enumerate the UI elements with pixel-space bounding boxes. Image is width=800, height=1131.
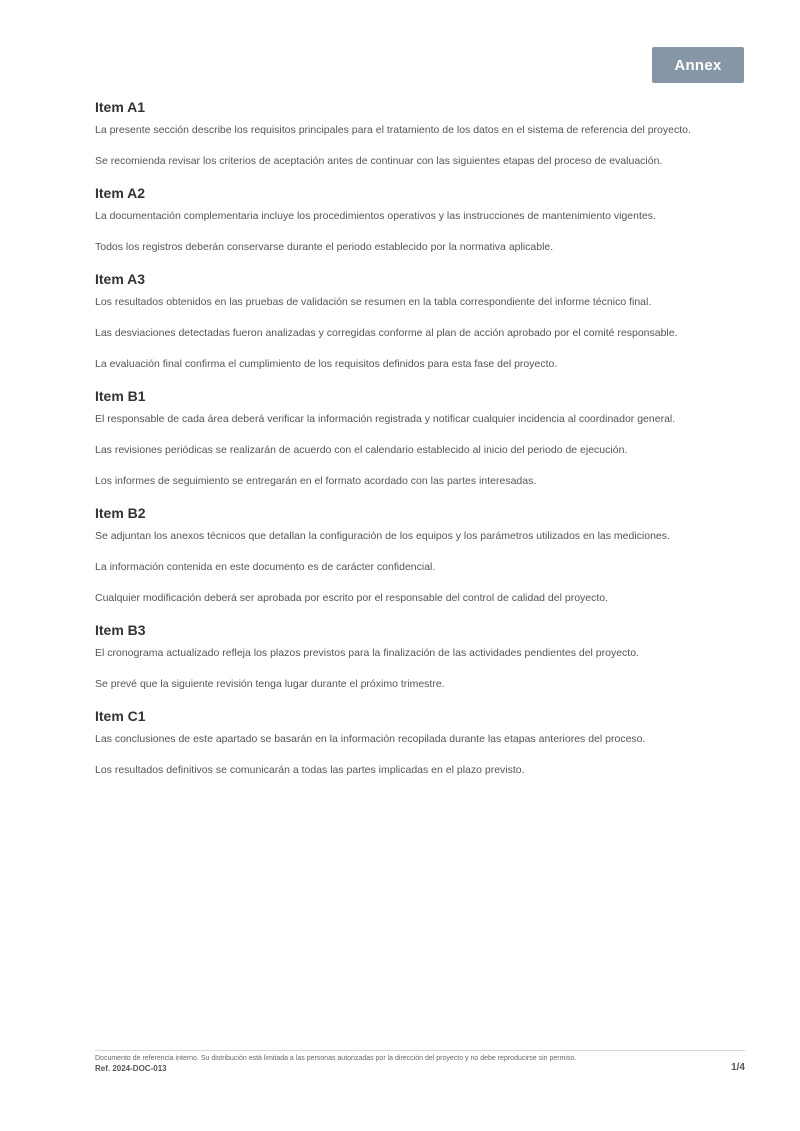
paragraph: Las revisiones periódicas se realizarán de acuerdo con el calendario establecido al inicio del periodo de ejecución. <box>95 444 628 456</box>
section-title: Item A3 <box>95 271 146 287</box>
page-number: 1/4 <box>731 1062 745 1073</box>
document-body <box>95 98 745 793</box>
section-title: Item B2 <box>95 505 146 521</box>
paragraph: Los informes de seguimiento se entregarán en el formato acordado con las partes interesadas. <box>95 475 537 487</box>
section <box>95 184 745 256</box>
section-title: Item B1 <box>95 388 146 404</box>
paragraph: Los resultados definitivos se comunicarán a todas las partes implicadas en el plazo previsto. <box>95 764 525 776</box>
section <box>95 621 745 693</box>
section-title: Item A1 <box>95 99 146 115</box>
section <box>95 707 745 779</box>
footer-reference: Ref. 2024-DOC-013 <box>95 1064 167 1073</box>
footer-note: Documento de referencia interno. Su distribución está limitada a las personas autorizadas por la dirección del proyecto y no debe reproducirse sin permiso. <box>95 1055 577 1062</box>
paragraph: El cronograma actualizado refleja los plazos previstos para la finalización de las actividades pendientes del proyecto. <box>95 647 639 659</box>
paragraph: Cualquier modificación deberá ser aprobada por escrito por el responsable del control de calidad del proyecto. <box>95 592 609 604</box>
paragraph: Se recomienda revisar los criterios de aceptación antes de continuar con las siguientes etapas del proceso de evaluación. <box>95 155 663 167</box>
paragraph: La evaluación final confirma el cumplimiento de los requisitos definidos para esta fase del proyecto. <box>95 358 558 370</box>
section-title: Item C1 <box>95 708 146 724</box>
section <box>95 270 745 373</box>
paragraph: La presente sección describe los requisitos principales para el tratamiento de los datos en el sistema de referencia del proyecto. <box>95 124 691 136</box>
paragraph: La documentación complementaria incluye los procedimientos operativos y las instrucciones de mantenimiento vigentes. <box>95 210 656 222</box>
section <box>95 98 745 170</box>
paragraph: Las desviaciones detectadas fueron analizadas y corregidas conforme al plan de acción aprobado por el comité responsable. <box>95 327 678 339</box>
section-title: Item A2 <box>95 185 146 201</box>
annex-badge: Annex <box>652 47 744 83</box>
paragraph: Las conclusiones de este apartado se basarán en la información recopilada durante las etapas anteriores del proceso. <box>95 733 646 745</box>
paragraph: Los resultados obtenidos en las pruebas de validación se resumen en la tabla correspondiente del informe técnico final. <box>95 296 652 308</box>
footer-divider <box>95 1050 745 1051</box>
paragraph: Todos los registros deberán conservarse durante el periodo establecido por la normativa aplicable. <box>95 241 554 253</box>
section <box>95 387 745 490</box>
section <box>95 504 745 607</box>
paragraph: Se adjuntan los anexos técnicos que detallan la configuración de los equipos y los parámetros utilizados en las mediciones. <box>95 530 670 542</box>
paragraph: El responsable de cada área deberá verificar la información registrada y notificar cualquier incidencia al coordinador general. <box>95 413 676 425</box>
section-title: Item B3 <box>95 622 146 638</box>
paragraph: La información contenida en este documento es de carácter confidencial. <box>95 561 436 573</box>
paragraph: Se prevé que la siguiente revisión tenga lugar durante el próximo trimestre. <box>95 678 445 690</box>
